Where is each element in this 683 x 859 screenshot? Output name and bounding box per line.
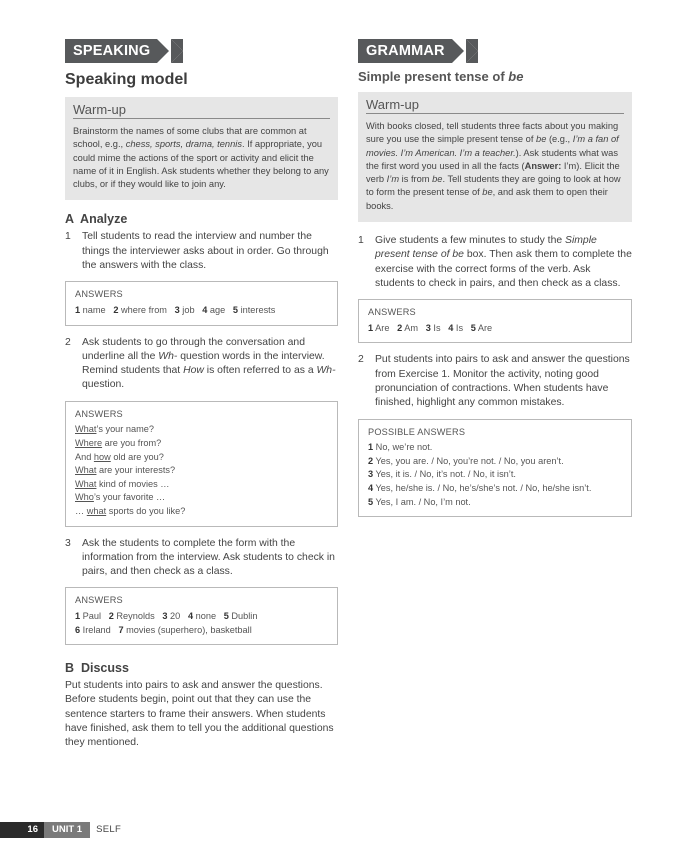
banner-arrow-icon [452,39,464,63]
item-text: Tell students to read the interview and number the things the interviewer asks about in order. Go through the answers with the class. [82,231,329,272]
banner-arrow-icon [171,39,185,63]
answers-body: 1 Paul 2 Reynolds 3 20 4 none 5 Dublin 6 Ireland 7 movies (superhero), basketball [75,610,258,635]
instruction-item [358,353,632,410]
speaking-title: Speaking model [65,71,188,88]
banner-arrow-icon [466,39,480,63]
grammar-banner-label: GRAMMAR [358,39,452,63]
speaking-warmup-box [65,97,338,200]
item-number: 2 [65,336,71,348]
item-number: 1 [358,235,364,247]
answers-title: ANSWERS [75,408,123,419]
speaking-banner-label: SPEAKING [65,39,157,63]
warmup-title: Warm-up [366,97,624,114]
warmup-body: With books closed, tell students three facts about you making sure you use the simple present tense of be (e.g., I’m a fan of movies. I’m American. I’m a teacher.). Ask students what was the first word you used in all the facts (Answer: I’m). Elicit the verb I’m is from be. Tell students they are going to look at how to form the present tense of be, and ask them to open their books. [366,121,621,211]
answers-box [65,587,338,645]
instruction-item [65,537,338,580]
page-footer [0,822,121,838]
answers-box [65,401,338,527]
answers-body: 1 No, we’re not. 2 Yes, you are. / No, you’re not. / No, you aren’t. 3 Yes, it is. / No, it’s not. / No, it isn’t. 4 Yes, he/she is. / No, he’s/she’s not. / No, he/she isn’t. 5 Yes, I am. / No, I’m not. [368,442,592,507]
left-column [65,39,338,751]
item-number: 3 [65,537,71,549]
unit-title: SELF [96,824,122,835]
warmup-title: Warm-up [73,102,330,119]
grammar-banner [358,39,480,63]
warmup-body: Brainstorm the names of some clubs that are common at school, e.g., chess, sports, drama, tennis. If appropriate, you could mime the actions of the sport or activity and elicit the name of it in English. Ask students whether they belong to any clubs, or if they would like to join any. [73,126,329,190]
answers-body: What’s your name? Where are you from? And how old are you? What are your interests? What kind of movies … Who’s your favorite … … what sports do you like? [75,424,186,516]
grammar-title: Simple present tense of be [358,69,524,84]
unit-label: UNIT 1 [44,822,90,838]
item-text: Ask the students to complete the form with the information from the interview. Ask students to check in pairs, and then check as a class. [82,537,335,578]
banner-arrow-icon [157,39,169,63]
item-number: 1 [65,231,71,243]
grammar-warmup-box [358,92,632,222]
section-a-heading: A Analyze [65,212,128,227]
instruction-item [358,234,632,291]
item-text: Give students a few minutes to study the Simple present tense of be box. Then ask them to complete the exercise with the correct forms of the verb. Ask students to check in pairs, and then check as a class. [375,235,632,289]
instruction-item [65,230,338,273]
page-number: 16 [0,822,44,838]
item-text: Put students into pairs to ask and answer the questions from Exercise 1. Monitor the activity, noting good pronunciation of contractions. When students have finished, highlight any common mistakes. [375,354,630,409]
answers-title: ANSWERS [75,289,123,300]
answers-title: ANSWERS [368,307,416,318]
answers-title: POSSIBLE ANSWERS [368,426,466,437]
answers-box [358,299,632,343]
answers-box [65,281,338,325]
section-b-heading: B Discuss [65,661,129,676]
item-text: Ask students to go through the conversation and underline all the Wh- question words in the interview. Remind students that How is often referred to as a Wh- question. [82,336,336,391]
answers-title: ANSWERS [75,595,123,606]
answers-body: 1 Are 2 Am 3 Is 4 Is 5 Are [368,322,493,333]
answers-box [358,419,632,518]
right-column [358,39,632,527]
answers-body: 1 name 2 where from 3 job 4 age 5 interests [75,304,276,315]
instruction-item [65,336,338,393]
speaking-banner [65,39,185,63]
discuss-paragraph: Put students into pairs to ask and answer the questions. Before students begin, point out that they can use the sentence starters to frame their answers. When students have finished, ask them to tell you the additional questions they mentioned. [65,680,334,749]
item-number: 2 [358,354,364,366]
